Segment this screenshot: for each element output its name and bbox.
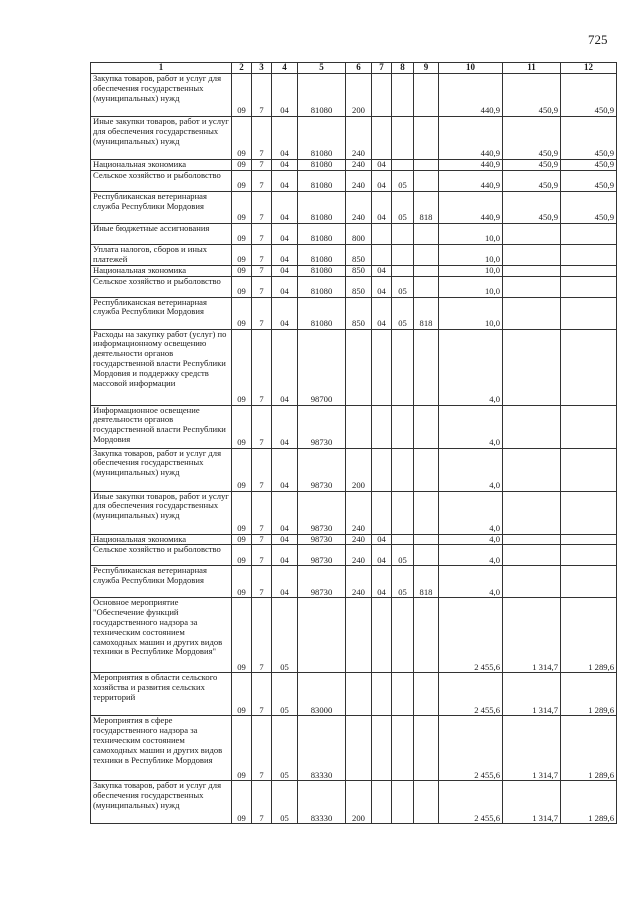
cell-c6: 850 [346,276,372,297]
cell-c6: 800 [346,223,372,244]
cell-c3: 7 [252,191,272,223]
cell-c9 [414,74,439,117]
cell-c12 [561,265,617,276]
cell-c8: 05 [392,170,414,191]
cell-c3: 7 [252,297,272,329]
cell-c11: 1 314,7 [503,781,561,824]
row-name: Закупка товаров, работ и услуг для обеспечения государственных (муниципальных) нужд [91,448,232,491]
column-header-4: 4 [272,63,298,74]
cell-c3: 7 [252,329,272,405]
cell-c6: 240 [346,117,372,160]
row-name: Мероприятия в сфере государственного надзора за техническим состоянием самоходных машин и других видов техники в Республике Мордовия [91,716,232,781]
cell-c4: 04 [272,448,298,491]
cell-c2: 09 [232,673,252,716]
cell-c3: 7 [252,160,272,171]
cell-c10: 4,0 [439,329,503,405]
cell-c8 [392,74,414,117]
cell-c7: 04 [372,265,392,276]
cell-c12: 1 289,6 [561,716,617,781]
cell-c11 [503,534,561,545]
cell-c5: 81080 [298,223,346,244]
cell-c2: 09 [232,297,252,329]
cell-c9: 818 [414,191,439,223]
cell-c4: 04 [272,491,298,534]
cell-c8 [392,491,414,534]
cell-c11 [503,244,561,265]
table-row [91,170,617,191]
cell-c6: 240 [346,170,372,191]
cell-c4: 04 [272,329,298,405]
row-name: Уплата налогов, сборов и иных платежей [91,244,232,265]
cell-c2: 09 [232,781,252,824]
cell-c4: 04 [272,160,298,171]
cell-c3: 7 [252,405,272,448]
row-name: Основное мероприятие "Обеспечение функций государственного надзора за техническим состоянием самоходных машин и других видов техники в Республике Мордовия" [91,598,232,673]
cell-c12 [561,244,617,265]
cell-c4: 04 [272,276,298,297]
cell-c7 [372,74,392,117]
row-name: Национальная экономика [91,534,232,545]
cell-c10: 440,9 [439,170,503,191]
cell-c12: 450,9 [561,191,617,223]
cell-c4: 04 [272,117,298,160]
cell-c7 [372,491,392,534]
cell-c7 [372,244,392,265]
cell-c5: 98730 [298,545,346,566]
cell-c2: 09 [232,329,252,405]
cell-c6: 240 [346,160,372,171]
cell-c2: 09 [232,534,252,545]
cell-c2: 09 [232,160,252,171]
column-header-5: 5 [298,63,346,74]
cell-c8 [392,223,414,244]
column-header-8: 8 [392,63,414,74]
table-row [91,673,617,716]
cell-c2: 09 [232,491,252,534]
cell-c7: 04 [372,566,392,598]
cell-c7 [372,598,392,673]
cell-c5: 83330 [298,781,346,824]
cell-c9 [414,448,439,491]
cell-c6: 850 [346,265,372,276]
cell-c4: 05 [272,673,298,716]
cell-c4: 04 [272,74,298,117]
cell-c9 [414,244,439,265]
cell-c9 [414,405,439,448]
cell-c8: 05 [392,545,414,566]
cell-c5: 83330 [298,716,346,781]
cell-c2: 09 [232,117,252,160]
cell-c7: 04 [372,297,392,329]
cell-c5: 83000 [298,673,346,716]
cell-c10: 10,0 [439,265,503,276]
cell-c9 [414,534,439,545]
cell-c4: 04 [272,534,298,545]
table-header-row [91,63,617,74]
cell-c7 [372,117,392,160]
row-name: Национальная экономика [91,265,232,276]
cell-c11: 450,9 [503,117,561,160]
cell-c5 [298,598,346,673]
budget-table [90,62,617,824]
page-number: 725 [588,32,608,47]
cell-c12 [561,223,617,244]
cell-c8 [392,329,414,405]
cell-c9 [414,170,439,191]
cell-c5: 81080 [298,160,346,171]
cell-c7: 04 [372,534,392,545]
row-name: Республиканская ветеринарная служба Республики Мордовия [91,566,232,598]
cell-c6: 200 [346,74,372,117]
cell-c12 [561,566,617,598]
table-row [91,448,617,491]
cell-c11 [503,265,561,276]
cell-c4: 04 [272,545,298,566]
cell-c11 [503,405,561,448]
cell-c12 [561,448,617,491]
cell-c11: 450,9 [503,74,561,117]
cell-c2: 09 [232,598,252,673]
table-row [91,566,617,598]
cell-c10: 440,9 [439,74,503,117]
column-header-9: 9 [414,63,439,74]
cell-c4: 04 [272,297,298,329]
cell-c9 [414,781,439,824]
cell-c5: 81080 [298,244,346,265]
column-header-10: 10 [439,63,503,74]
cell-c6: 240 [346,545,372,566]
cell-c11 [503,448,561,491]
cell-c2: 09 [232,74,252,117]
cell-c12: 450,9 [561,170,617,191]
cell-c3: 7 [252,74,272,117]
cell-c8 [392,716,414,781]
cell-c8 [392,244,414,265]
cell-c6: 240 [346,191,372,223]
cell-c11: 450,9 [503,170,561,191]
cell-c8: 05 [392,566,414,598]
cell-c8 [392,160,414,171]
cell-c7: 04 [372,160,392,171]
cell-c8 [392,534,414,545]
cell-c10: 2 455,6 [439,598,503,673]
row-name: Закупка товаров, работ и услуг для обеспечения государственных (муниципальных) нужд [91,781,232,824]
cell-c10: 2 455,6 [439,673,503,716]
cell-c11 [503,491,561,534]
row-name: Расходы на закупку работ (услуг) по информационному освещению деятельности органов государственной власти Республики Мордовия и поддержку средств массовой информации [91,329,232,405]
cell-c11: 450,9 [503,160,561,171]
table-row [91,74,617,117]
cell-c7 [372,223,392,244]
cell-c4: 05 [272,598,298,673]
cell-c8 [392,117,414,160]
cell-c10: 4,0 [439,566,503,598]
cell-c9 [414,673,439,716]
cell-c3: 7 [252,673,272,716]
cell-c6 [346,716,372,781]
cell-c2: 09 [232,448,252,491]
cell-c12: 1 289,6 [561,781,617,824]
row-name: Закупка товаров, работ и услуг для обеспечения государственных (муниципальных) нужд [91,74,232,117]
cell-c3: 7 [252,491,272,534]
cell-c7 [372,448,392,491]
cell-c12: 450,9 [561,117,617,160]
cell-c3: 7 [252,598,272,673]
cell-c5: 81080 [298,265,346,276]
row-name: Сельское хозяйство и рыболовство [91,276,232,297]
cell-c6: 850 [346,244,372,265]
cell-c6: 240 [346,491,372,534]
row-name: Республиканская ветеринарная служба Республики Мордовия [91,191,232,223]
cell-c8 [392,598,414,673]
row-name: Сельское хозяйство и рыболовство [91,170,232,191]
table-row [91,781,617,824]
cell-c12: 1 289,6 [561,598,617,673]
cell-c12 [561,534,617,545]
column-header-7: 7 [372,63,392,74]
cell-c5: 81080 [298,170,346,191]
column-header-6: 6 [346,63,372,74]
column-header-2: 2 [232,63,252,74]
cell-c2: 09 [232,716,252,781]
cell-c5: 98730 [298,448,346,491]
table-row [91,276,617,297]
cell-c4: 04 [272,223,298,244]
cell-c5: 98730 [298,491,346,534]
cell-c10: 4,0 [439,405,503,448]
cell-c7 [372,716,392,781]
cell-c10: 10,0 [439,223,503,244]
table-row [91,491,617,534]
cell-c6: 240 [346,566,372,598]
cell-c8 [392,405,414,448]
cell-c4: 04 [272,191,298,223]
cell-c7: 04 [372,276,392,297]
cell-c9 [414,716,439,781]
row-name: Мероприятия в области сельского хозяйства и развития сельских территорий [91,673,232,716]
table-row [91,244,617,265]
table-row [91,534,617,545]
cell-c5: 98730 [298,405,346,448]
table-row [91,160,617,171]
column-header-11: 11 [503,63,561,74]
cell-c4: 04 [272,566,298,598]
cell-c10: 440,9 [439,191,503,223]
cell-c11 [503,329,561,405]
cell-c12: 450,9 [561,74,617,117]
column-header-3: 3 [252,63,272,74]
cell-c2: 09 [232,265,252,276]
column-header-12: 12 [561,63,617,74]
cell-c11: 450,9 [503,191,561,223]
cell-c3: 7 [252,170,272,191]
cell-c11 [503,545,561,566]
cell-c6: 200 [346,448,372,491]
cell-c4: 04 [272,265,298,276]
cell-c9 [414,223,439,244]
cell-c6 [346,673,372,716]
cell-c2: 09 [232,405,252,448]
cell-c8: 05 [392,297,414,329]
table-row [91,329,617,405]
cell-c11 [503,223,561,244]
cell-c12 [561,297,617,329]
table-row [91,716,617,781]
cell-c8 [392,781,414,824]
cell-c3: 7 [252,781,272,824]
cell-c3: 7 [252,223,272,244]
cell-c5: 98700 [298,329,346,405]
cell-c10: 4,0 [439,545,503,566]
row-name: Национальная экономика [91,160,232,171]
cell-c5: 98730 [298,534,346,545]
row-name: Иные закупки товаров, работ и услуг для обеспечения государственных (муниципальных) нужд [91,491,232,534]
cell-c12 [561,545,617,566]
cell-c7 [372,405,392,448]
cell-c9: 818 [414,566,439,598]
table-row [91,265,617,276]
cell-c2: 09 [232,191,252,223]
cell-c10: 10,0 [439,297,503,329]
cell-c10: 4,0 [439,491,503,534]
cell-c9 [414,276,439,297]
cell-c3: 7 [252,448,272,491]
cell-c4: 05 [272,716,298,781]
cell-c4: 05 [272,781,298,824]
cell-c12 [561,276,617,297]
cell-c6 [346,598,372,673]
cell-c7: 04 [372,170,392,191]
row-name: Республиканская ветеринарная служба Республики Мордовия [91,297,232,329]
table-row [91,297,617,329]
row-name: Сельское хозяйство и рыболовство [91,545,232,566]
row-name: Иные закупки товаров, работ и услуг для обеспечения государственных (муниципальных) нужд [91,117,232,160]
cell-c8 [392,673,414,716]
cell-c11: 1 314,7 [503,598,561,673]
cell-c3: 7 [252,716,272,781]
column-header-1: 1 [91,63,232,74]
cell-c8 [392,265,414,276]
table-row [91,598,617,673]
cell-c6 [346,405,372,448]
cell-c3: 7 [252,265,272,276]
cell-c9 [414,329,439,405]
table-row [91,117,617,160]
cell-c2: 09 [232,223,252,244]
cell-c6 [346,329,372,405]
cell-c10: 440,9 [439,117,503,160]
cell-c10: 10,0 [439,244,503,265]
cell-c7: 04 [372,545,392,566]
cell-c3: 7 [252,566,272,598]
cell-c2: 09 [232,244,252,265]
table-row [91,405,617,448]
cell-c10: 2 455,6 [439,781,503,824]
cell-c11 [503,297,561,329]
cell-c4: 04 [272,244,298,265]
cell-c8: 05 [392,191,414,223]
cell-c2: 09 [232,170,252,191]
cell-c10: 4,0 [439,448,503,491]
cell-c12: 450,9 [561,160,617,171]
cell-c12: 1 289,6 [561,673,617,716]
cell-c9 [414,598,439,673]
cell-c9 [414,117,439,160]
table-row [91,545,617,566]
cell-c4: 04 [272,170,298,191]
cell-c6: 240 [346,534,372,545]
cell-c8 [392,448,414,491]
cell-c10: 10,0 [439,276,503,297]
cell-c11 [503,566,561,598]
cell-c10: 2 455,6 [439,716,503,781]
cell-c3: 7 [252,276,272,297]
cell-c3: 7 [252,244,272,265]
cell-c12 [561,405,617,448]
table-row [91,223,617,244]
cell-c6: 850 [346,297,372,329]
cell-c5: 81080 [298,117,346,160]
cell-c5: 81080 [298,191,346,223]
cell-c8: 05 [392,276,414,297]
cell-c5: 81080 [298,276,346,297]
row-name: Иные бюджетные ассигнования [91,223,232,244]
cell-c9 [414,160,439,171]
row-name: Информационное освещение деятельности органов государственной власти Республики Мордовия [91,405,232,448]
cell-c10: 4,0 [439,534,503,545]
cell-c2: 09 [232,566,252,598]
cell-c3: 7 [252,117,272,160]
cell-c6: 200 [346,781,372,824]
table-row [91,191,617,223]
cell-c12 [561,329,617,405]
cell-c12 [561,491,617,534]
cell-c5: 98730 [298,566,346,598]
cell-c2: 09 [232,545,252,566]
cell-c11: 1 314,7 [503,716,561,781]
cell-c9 [414,491,439,534]
cell-c11 [503,276,561,297]
cell-c11: 1 314,7 [503,673,561,716]
cell-c9 [414,545,439,566]
cell-c9: 818 [414,297,439,329]
cell-c7: 04 [372,191,392,223]
cell-c3: 7 [252,534,272,545]
cell-c7 [372,781,392,824]
cell-c7 [372,673,392,716]
cell-c5: 81080 [298,74,346,117]
cell-c4: 04 [272,405,298,448]
cell-c2: 09 [232,276,252,297]
cell-c3: 7 [252,545,272,566]
cell-c5: 81080 [298,297,346,329]
cell-c7 [372,329,392,405]
cell-c9 [414,265,439,276]
cell-c10: 440,9 [439,160,503,171]
